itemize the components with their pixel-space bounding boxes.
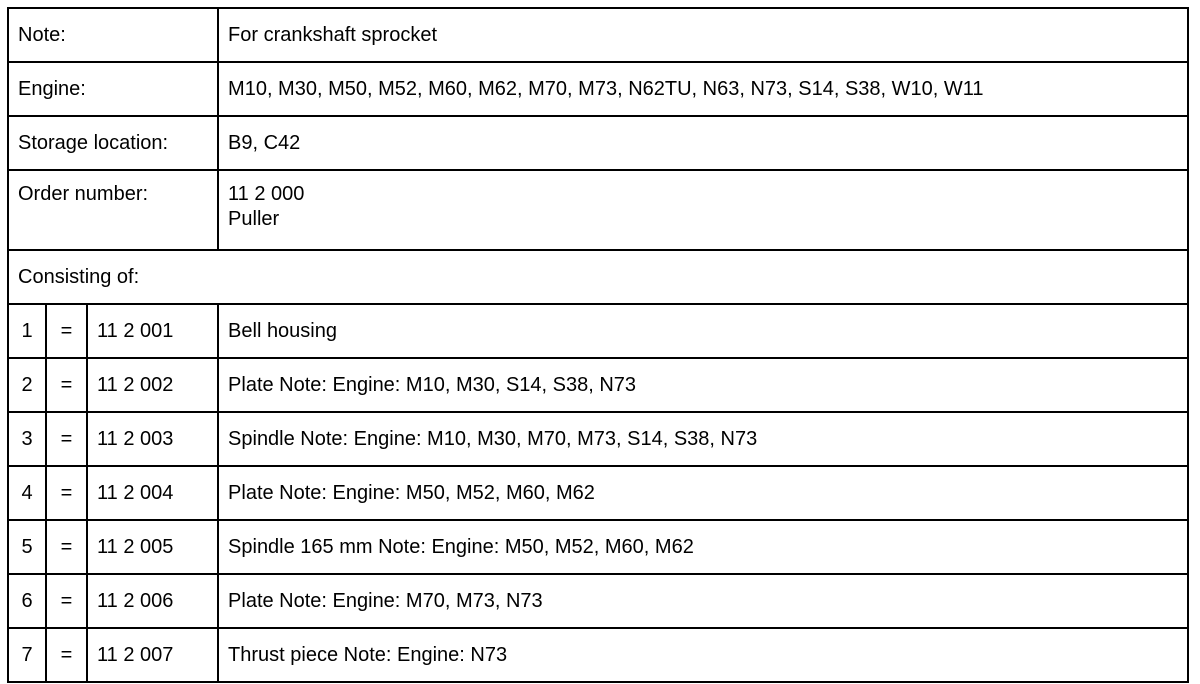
part-description: Plate Note: Engine: M10, M30, S14, S38, N73 <box>218 358 1188 412</box>
storage-location-row <box>8 116 1188 170</box>
part-number: 11 2 003 <box>87 412 218 466</box>
part-index: 6 <box>8 574 46 628</box>
part-row <box>8 628 1188 682</box>
order-number: 11 2 000 <box>228 183 305 205</box>
part-number: 11 2 006 <box>87 574 218 628</box>
engine-row <box>8 62 1188 116</box>
part-description: Plate Note: Engine: M70, M73, N73 <box>218 574 1188 628</box>
order-item-name: Puller <box>228 208 280 230</box>
part-description: Spindle Note: Engine: M10, M30, M70, M73, S14, S38, N73 <box>218 412 1188 466</box>
part-description: Spindle 165 mm Note: Engine: M50, M52, M60, M62 <box>218 520 1188 574</box>
part-row <box>8 520 1188 574</box>
engine-value: M10, M30, M50, M52, M60, M62, M70, M73, N62TU, N63, N73, S14, S38, W10, W11 <box>218 62 1188 116</box>
part-description: Thrust piece Note: Engine: N73 <box>218 628 1188 682</box>
part-index: 3 <box>8 412 46 466</box>
part-number: 11 2 005 <box>87 520 218 574</box>
part-mark: = <box>46 466 87 520</box>
part-mark: = <box>46 304 87 358</box>
engine-label: Engine: <box>8 62 218 116</box>
part-row <box>8 574 1188 628</box>
part-mark: = <box>46 412 87 466</box>
order-number-value <box>218 170 1188 250</box>
note-label: Note: <box>8 8 218 62</box>
part-number: 11 2 002 <box>87 358 218 412</box>
part-row <box>8 412 1188 466</box>
note-value: For crankshaft sprocket <box>218 8 1188 62</box>
part-row <box>8 304 1188 358</box>
consisting-of-label: Consisting of: <box>8 250 1188 304</box>
part-index: 4 <box>8 466 46 520</box>
part-number: 11 2 004 <box>87 466 218 520</box>
part-mark: = <box>46 520 87 574</box>
storage-location-label: Storage location: <box>8 116 218 170</box>
tool-spec-table <box>7 7 1189 683</box>
order-number-label: Order number: <box>8 170 218 250</box>
order-number-row <box>8 170 1188 250</box>
part-description: Bell housing <box>218 304 1188 358</box>
part-index: 5 <box>8 520 46 574</box>
part-mark: = <box>46 574 87 628</box>
part-row <box>8 358 1188 412</box>
part-number: 11 2 001 <box>87 304 218 358</box>
part-index: 7 <box>8 628 46 682</box>
part-row <box>8 466 1188 520</box>
note-row <box>8 8 1188 62</box>
part-index: 2 <box>8 358 46 412</box>
consisting-of-row <box>8 250 1188 304</box>
part-mark: = <box>46 628 87 682</box>
part-number: 11 2 007 <box>87 628 218 682</box>
part-mark: = <box>46 358 87 412</box>
part-index: 1 <box>8 304 46 358</box>
part-description: Plate Note: Engine: M50, M52, M60, M62 <box>218 466 1188 520</box>
storage-location-value: B9, C42 <box>218 116 1188 170</box>
